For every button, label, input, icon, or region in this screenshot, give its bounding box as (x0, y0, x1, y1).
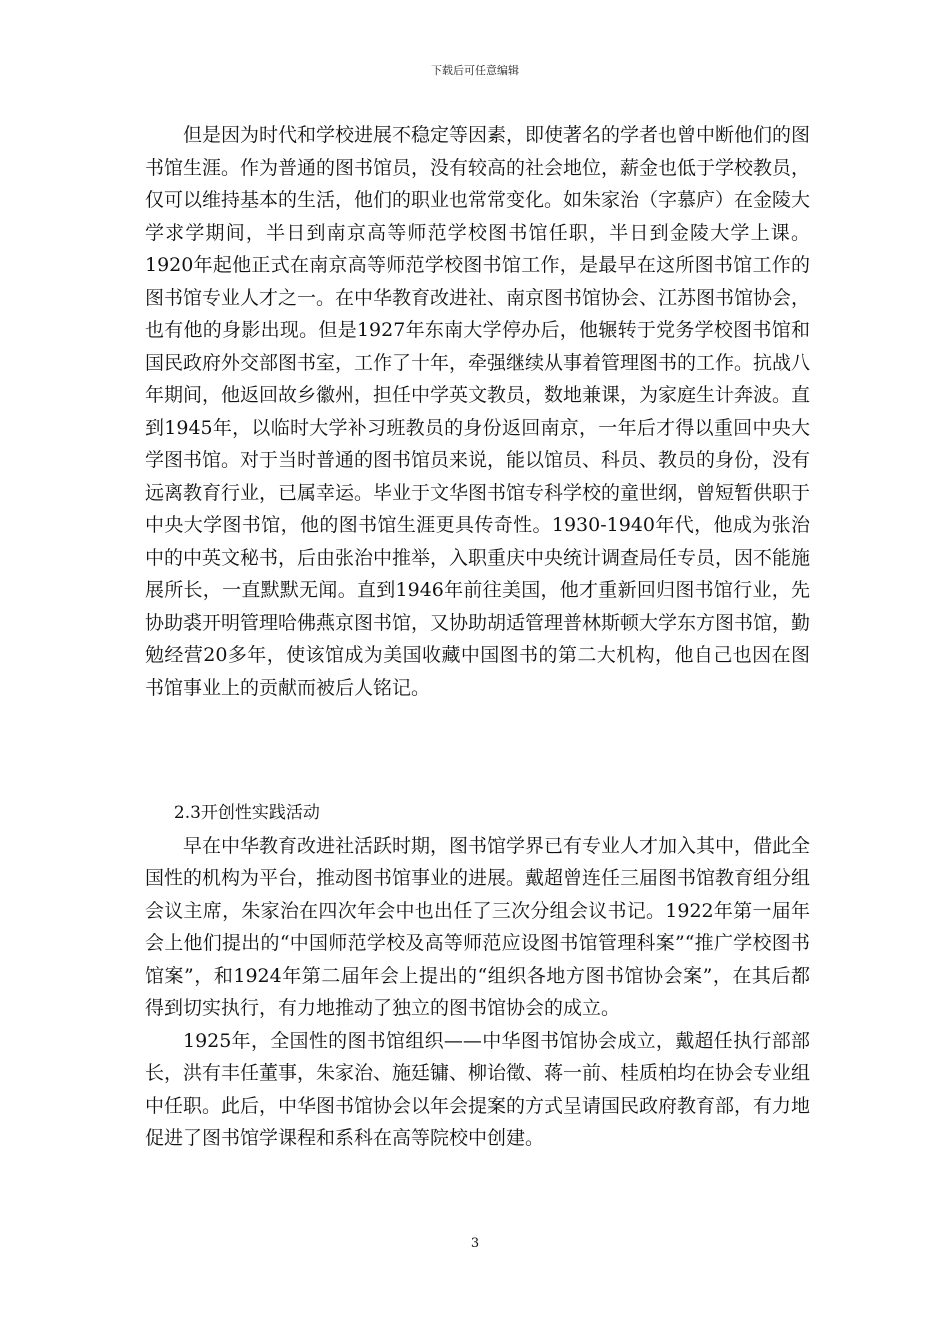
body-text-block-1 (145, 119, 810, 704)
body-paragraph-3: 1925年，全国性的图书馆组织——中华图书馆协会成立，戴超任执行部部长，洪有丰任董事，朱家治、施廷镛、柳诒徵、蒋一前、桂质柏均在协会专业组中任职。此后，中华图书馆协会以年会提案的方式呈请国民政府教育部，有力地促进了图书馆学课程和系科在高等院校中创建。 (145, 1029, 811, 1149)
body-paragraph-1: 但是因为时代和学校进展不稳定等因素，即使著名的学者也曾中断他们的图书馆生涯。作为普通的图书馆员，没有较高的社会地位，薪金也低于学校教员，仅可以维持基本的生活，他们的职业也常常变化。如朱家治（字慕庐）在金陵大学求学期间，半日到南京高等师范学校图书馆任职，半日到金陵大学上课。1920年起他正式在南京高等师范学校图书馆工作，是最早在这所图书馆工作的图书馆专业人才之一。在中华教育改进社、南京图书馆协会、江苏图书馆协会，也有他的身影出现。但是1927年东南大学停办后，他辗转于党务学校图书馆和国民政府外交部图书室，工作了十年，牵强继续从事着管理图书的工作。抗战八年期间，他返回故乡徽州，担任中学英文教员，数地兼课，为家庭生计奔波。直到1945年，以临时大学补习班教员的身份返回南京，一年后才得以重回中央大学图书馆。对于当时普通的图书馆员来说，能以馆员、科员、教员的身份，没有远离教育行业，已属幸运。毕业于文华图书馆专科学校的童世纲，曾短暂供职于中央大学图书馆，他的图书馆生涯更具传奇性。1930-1940年代，他成为张治中的中英文秘书，后由张治中推举，入职重庆中央统计调查局任专员，因不能施展所长，一直默默无闻。直到1946年前往美国，他才重新回归图书馆行业，先协助裘开明管理哈佛燕京图书馆，又协助胡适管理普林斯顿大学东方图书馆，勤勉经营20多年，使该馆成为美国收藏中国图书的第二大机构，他自己也因在图书馆事业上的贡献而被后人铭记。 (145, 124, 811, 699)
body-paragraph-2: 早在中华教育改进社活跃时期，图书馆学界已有专业人才加入其中，借此全国性的机构为平台，推动图书馆事业的进展。戴超曾连任三届图书馆教育组分组会议主席，朱家治在四次年会中也出任了三次分组会议书记。1922年第一届年会上他们提出的“中国师范学校及高等师范应设图书馆管理科案”“推广学校图书馆案”，和1924年第二届年会上提出的“组织各地方图书馆协会案”，在其后都得到切实执行，有力地推动了独立的图书馆协会的成立。 (145, 834, 811, 1019)
section-heading: 2.3开创性实践活动 (173, 803, 320, 823)
page-number: 3 (470, 1236, 480, 1251)
page-header-note: 下载后可任意编辑 (431, 64, 519, 77)
body-text-block-2 (145, 797, 810, 1155)
